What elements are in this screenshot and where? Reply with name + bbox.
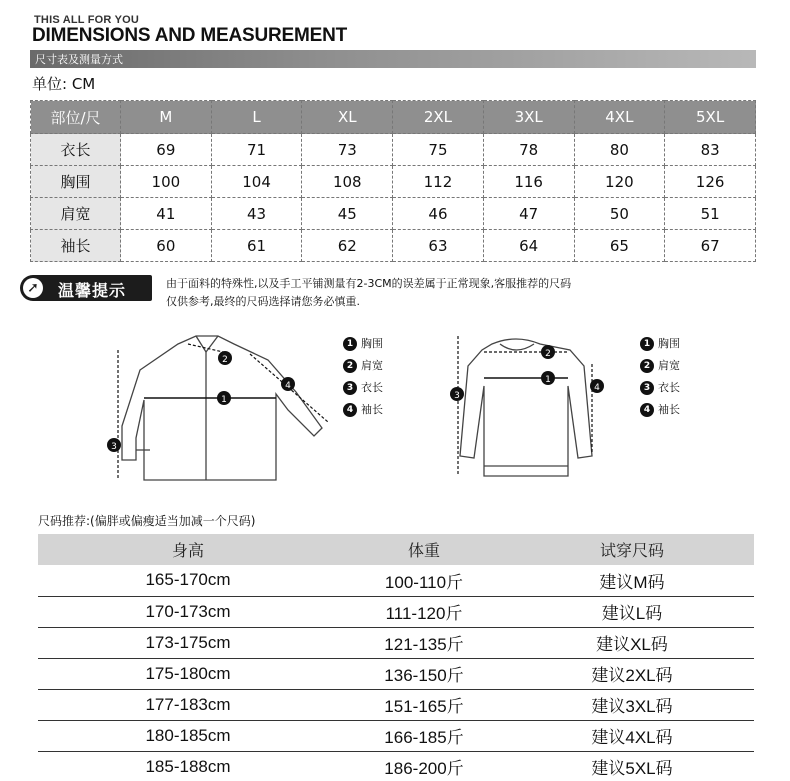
legend-item (343, 399, 383, 421)
weight-cell: 166-185斤 (338, 720, 510, 751)
table-cell: 65 (574, 230, 665, 262)
height-cell: 180-185cm (38, 720, 338, 751)
table-cell: 100 (121, 166, 212, 198)
size-header: L (211, 101, 302, 134)
size-cell: 建议M码 (510, 565, 754, 596)
table-cell: 62 (302, 230, 393, 262)
table-cell: 69 (121, 134, 212, 166)
height-cell: 165-170cm (38, 565, 338, 596)
legend-label: 袖长 (658, 403, 680, 416)
legend-item (640, 399, 680, 421)
size-cell: 建议2XL码 (510, 658, 754, 689)
recommend-title: 尺码推荐:(偏胖或偏瘦适当加减一个尺码) (38, 514, 256, 528)
row-label: 胸围 (31, 166, 121, 198)
table-cell: 61 (211, 230, 302, 262)
table-row (38, 596, 754, 627)
table-cell: 45 (302, 198, 393, 230)
header-height: 身高 (38, 534, 338, 565)
table-cell: 126 (665, 166, 756, 198)
table-row (31, 134, 756, 166)
page-title: DIMENSIONS AND MEASUREMENT (32, 25, 347, 46)
size-header: 4XL (574, 101, 665, 134)
row-label: 袖长 (31, 230, 121, 262)
sweater-diagram (440, 326, 620, 486)
legend-label: 袖长 (361, 403, 383, 416)
table-cell: 60 (121, 230, 212, 262)
table-cell: 64 (483, 230, 574, 262)
legend-label: 胸围 (658, 337, 680, 350)
legend-item (640, 355, 680, 377)
table-row (38, 565, 754, 596)
row-label: 肩宽 (31, 198, 121, 230)
tip-text (166, 275, 766, 311)
height-cell: 185-188cm (38, 751, 338, 781)
table-row (38, 720, 754, 751)
svg-text:2: 2 (545, 349, 551, 359)
height-cell: 175-180cm (38, 658, 338, 689)
tip-line: 仅供参考,最终的尺码选择请您务必慎重. (166, 295, 360, 308)
subtitle-bar (30, 50, 756, 68)
weight-cell: 186-200斤 (338, 751, 510, 781)
size-header: 2XL (393, 101, 484, 134)
legend-label: 胸围 (361, 337, 383, 350)
table-cell: 83 (665, 134, 756, 166)
legend-right (640, 333, 680, 421)
svg-text:4: 4 (594, 383, 600, 393)
number-badge: 3 (640, 381, 654, 395)
tip-badge (20, 275, 152, 301)
tip-line: 由于面料的特殊性,以及手工平铺测量有2-3CM的误差属于正常现象,客服推荐的尺码 (166, 277, 572, 290)
size-cell: 建议3XL码 (510, 689, 754, 720)
table-cell: 78 (483, 134, 574, 166)
arrow-icon: ➚ (23, 278, 43, 298)
table-cell: 71 (211, 134, 302, 166)
weight-cell: 151-165斤 (338, 689, 510, 720)
svg-text:3: 3 (454, 391, 460, 401)
table-cell: 116 (483, 166, 574, 198)
table-cell: 41 (121, 198, 212, 230)
svg-text:3: 3 (111, 442, 117, 452)
size-cell: 建议XL码 (510, 627, 754, 658)
legend-label: 衣长 (361, 381, 383, 394)
legend-item (640, 333, 680, 355)
number-badge: 2 (640, 359, 654, 373)
table-cell: 63 (393, 230, 484, 262)
svg-text:1: 1 (545, 375, 551, 385)
size-table-header-row (31, 101, 756, 134)
table-cell: 104 (211, 166, 302, 198)
weight-cell: 121-135斤 (338, 627, 510, 658)
number-badge: 1 (343, 337, 357, 351)
table-cell: 108 (302, 166, 393, 198)
size-table-corner: 部位/尺 (31, 101, 121, 134)
svg-text:2: 2 (222, 355, 228, 365)
table-row (31, 230, 756, 262)
table-row (38, 689, 754, 720)
table-cell: 51 (665, 198, 756, 230)
table-row (31, 166, 756, 198)
recommend-table (38, 534, 754, 781)
row-label: 衣长 (31, 134, 121, 166)
shirt-diagram (100, 330, 335, 490)
table-cell: 80 (574, 134, 665, 166)
height-cell: 173-175cm (38, 627, 338, 658)
table-row (31, 198, 756, 230)
legend-item (343, 355, 383, 377)
header-weight: 体重 (338, 534, 510, 565)
height-cell: 170-173cm (38, 596, 338, 627)
legend-label: 肩宽 (361, 359, 383, 372)
table-cell: 73 (302, 134, 393, 166)
size-cell: 建议L码 (510, 596, 754, 627)
legend-item (343, 377, 383, 399)
tip-label: 温馨提示 (58, 281, 127, 300)
subtitle-text: 尺寸表及测量方式 (35, 53, 123, 66)
legend-item (640, 377, 680, 399)
size-table (30, 100, 756, 262)
table-cell: 50 (574, 198, 665, 230)
weight-cell: 111-120斤 (338, 596, 510, 627)
legend-label: 衣长 (658, 381, 680, 394)
table-cell: 67 (665, 230, 756, 262)
recommend-header-row (38, 534, 754, 565)
legend-item (343, 333, 383, 355)
size-header: M (121, 101, 212, 134)
weight-cell: 100-110斤 (338, 565, 510, 596)
height-cell: 177-183cm (38, 689, 338, 720)
number-badge: 1 (640, 337, 654, 351)
header-tagline: THIS ALL FOR YOU (34, 14, 140, 26)
table-cell: 75 (393, 134, 484, 166)
svg-text:1: 1 (221, 395, 227, 405)
size-cell: 建议5XL码 (510, 751, 754, 781)
number-badge: 4 (343, 403, 357, 417)
unit-label: 单位: CM (32, 75, 96, 93)
size-cell: 建议4XL码 (510, 720, 754, 751)
size-header: XL (302, 101, 393, 134)
number-badge: 4 (640, 403, 654, 417)
legend-label: 肩宽 (658, 359, 680, 372)
number-badge: 3 (343, 381, 357, 395)
size-header: 3XL (483, 101, 574, 134)
table-row (38, 751, 754, 781)
table-cell: 46 (393, 198, 484, 230)
table-cell: 47 (483, 198, 574, 230)
weight-cell: 136-150斤 (338, 658, 510, 689)
table-row (38, 658, 754, 689)
size-header: 5XL (665, 101, 756, 134)
legend-left (343, 333, 383, 421)
table-cell: 112 (393, 166, 484, 198)
table-row (38, 627, 754, 658)
table-cell: 43 (211, 198, 302, 230)
number-badge: 2 (343, 359, 357, 373)
header-size: 试穿尺码 (510, 534, 754, 565)
svg-text:4: 4 (285, 381, 291, 391)
table-cell: 120 (574, 166, 665, 198)
